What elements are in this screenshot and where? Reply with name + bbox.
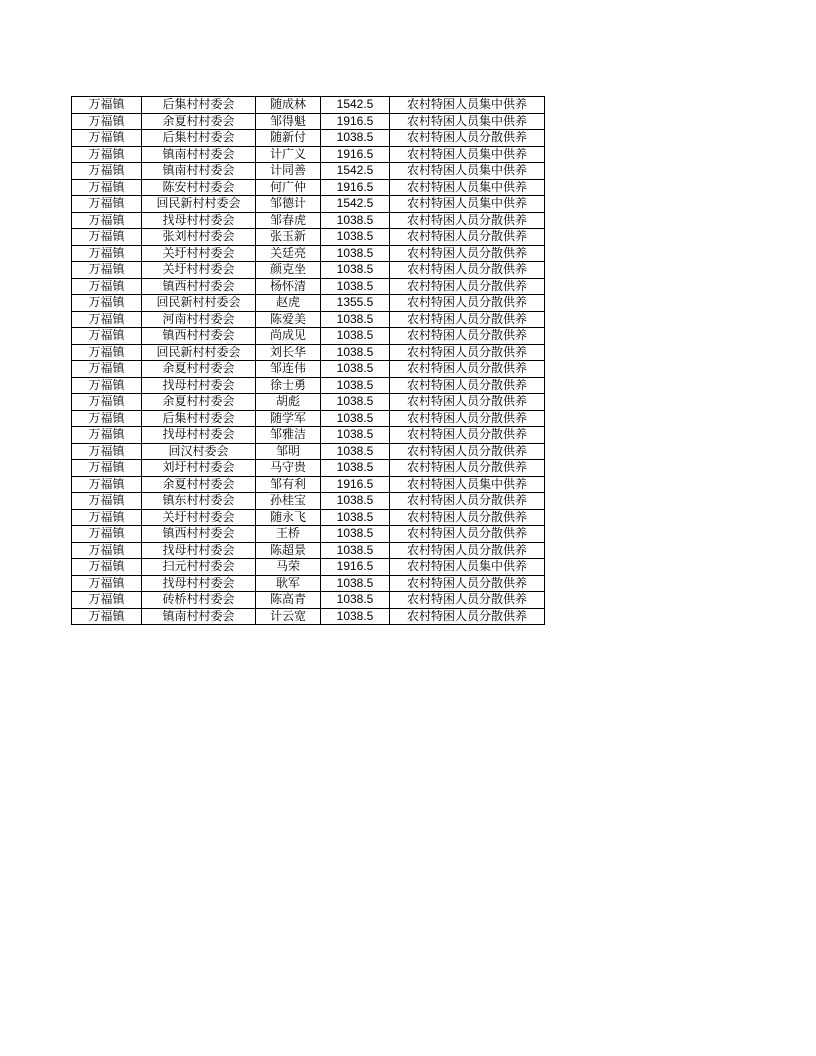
table-row bbox=[72, 427, 545, 444]
village-committee-cell: 刘圩村村委会 bbox=[142, 460, 256, 477]
amount-cell: 1038.5 bbox=[321, 427, 390, 444]
support-type-cell: 农村特困人员分散供养 bbox=[390, 328, 545, 345]
support-type-cell: 农村特困人员集中供养 bbox=[390, 146, 545, 163]
village-committee-cell: 河南村村委会 bbox=[142, 311, 256, 328]
town-cell: 万福镇 bbox=[72, 179, 142, 196]
support-type-cell: 农村特困人员分散供养 bbox=[390, 410, 545, 427]
support-type-cell: 农村特困人员集中供养 bbox=[390, 163, 545, 180]
support-type-cell: 农村特困人员集中供养 bbox=[390, 196, 545, 213]
support-type-cell: 农村特困人员分散供养 bbox=[390, 245, 545, 262]
person-name-cell: 计广义 bbox=[256, 146, 321, 163]
amount-cell: 1038.5 bbox=[321, 410, 390, 427]
table-row bbox=[72, 394, 545, 411]
village-committee-cell: 找母村村委会 bbox=[142, 575, 256, 592]
table-row bbox=[72, 526, 545, 543]
town-cell: 万福镇 bbox=[72, 608, 142, 625]
person-name-cell: 邹雅洁 bbox=[256, 427, 321, 444]
table-row bbox=[72, 361, 545, 378]
amount-cell: 1916.5 bbox=[321, 113, 390, 130]
table-row bbox=[72, 542, 545, 559]
person-name-cell: 随成林 bbox=[256, 97, 321, 114]
table-row bbox=[72, 377, 545, 394]
town-cell: 万福镇 bbox=[72, 212, 142, 229]
support-type-cell: 农村特困人员分散供养 bbox=[390, 130, 545, 147]
village-committee-cell: 陈安村村委会 bbox=[142, 179, 256, 196]
village-committee-cell: 张刘村村委会 bbox=[142, 229, 256, 246]
amount-cell: 1038.5 bbox=[321, 278, 390, 295]
table-row bbox=[72, 212, 545, 229]
table-row bbox=[72, 163, 545, 180]
town-cell: 万福镇 bbox=[72, 245, 142, 262]
person-name-cell: 颜克坐 bbox=[256, 262, 321, 279]
table-row bbox=[72, 229, 545, 246]
person-name-cell: 徐士勇 bbox=[256, 377, 321, 394]
amount-cell: 1038.5 bbox=[321, 262, 390, 279]
town-cell: 万福镇 bbox=[72, 146, 142, 163]
support-type-cell: 农村特困人员分散供养 bbox=[390, 278, 545, 295]
village-committee-cell: 扫元村村委会 bbox=[142, 559, 256, 576]
amount-cell: 1355.5 bbox=[321, 295, 390, 312]
support-type-cell: 农村特困人员分散供养 bbox=[390, 394, 545, 411]
amount-cell: 1038.5 bbox=[321, 460, 390, 477]
person-name-cell: 尚成见 bbox=[256, 328, 321, 345]
support-type-cell: 农村特困人员分散供养 bbox=[390, 509, 545, 526]
amount-cell: 1038.5 bbox=[321, 344, 390, 361]
town-cell: 万福镇 bbox=[72, 377, 142, 394]
amount-cell: 1038.5 bbox=[321, 526, 390, 543]
person-name-cell: 胡彪 bbox=[256, 394, 321, 411]
person-name-cell: 计同善 bbox=[256, 163, 321, 180]
support-type-cell: 农村特困人员集中供养 bbox=[390, 179, 545, 196]
village-committee-cell: 找母村村委会 bbox=[142, 377, 256, 394]
support-type-cell: 农村特困人员分散供养 bbox=[390, 311, 545, 328]
person-name-cell: 陈高青 bbox=[256, 592, 321, 609]
table-row bbox=[72, 509, 545, 526]
person-name-cell: 邹春虎 bbox=[256, 212, 321, 229]
table-row bbox=[72, 443, 545, 460]
village-committee-cell: 余夏村村委会 bbox=[142, 113, 256, 130]
support-type-cell: 农村特困人员分散供养 bbox=[390, 212, 545, 229]
person-name-cell: 王桥 bbox=[256, 526, 321, 543]
town-cell: 万福镇 bbox=[72, 163, 142, 180]
amount-cell: 1038.5 bbox=[321, 361, 390, 378]
amount-cell: 1038.5 bbox=[321, 608, 390, 625]
village-committee-cell: 镇南村村委会 bbox=[142, 163, 256, 180]
village-committee-cell: 镇南村村委会 bbox=[142, 608, 256, 625]
support-type-cell: 农村特困人员分散供养 bbox=[390, 427, 545, 444]
village-committee-cell: 后集村村委会 bbox=[142, 410, 256, 427]
support-type-cell: 农村特困人员分散供养 bbox=[390, 377, 545, 394]
support-type-cell: 农村特困人员分散供养 bbox=[390, 229, 545, 246]
town-cell: 万福镇 bbox=[72, 361, 142, 378]
town-cell: 万福镇 bbox=[72, 130, 142, 147]
town-cell: 万福镇 bbox=[72, 443, 142, 460]
town-cell: 万福镇 bbox=[72, 311, 142, 328]
person-name-cell: 赵虎 bbox=[256, 295, 321, 312]
support-type-cell: 农村特困人员分散供养 bbox=[390, 262, 545, 279]
table-row bbox=[72, 97, 545, 114]
village-committee-cell: 镇东村村委会 bbox=[142, 493, 256, 510]
amount-cell: 1038.5 bbox=[321, 542, 390, 559]
town-cell: 万福镇 bbox=[72, 542, 142, 559]
table-row bbox=[72, 559, 545, 576]
town-cell: 万福镇 bbox=[72, 278, 142, 295]
table-row bbox=[72, 196, 545, 213]
town-cell: 万福镇 bbox=[72, 229, 142, 246]
support-type-cell: 农村特困人员分散供养 bbox=[390, 542, 545, 559]
amount-cell: 1542.5 bbox=[321, 97, 390, 114]
town-cell: 万福镇 bbox=[72, 460, 142, 477]
village-committee-cell: 砖桥村村委会 bbox=[142, 592, 256, 609]
town-cell: 万福镇 bbox=[72, 476, 142, 493]
support-type-cell: 农村特困人员分散供养 bbox=[390, 443, 545, 460]
table-row bbox=[72, 575, 545, 592]
person-name-cell: 陈超景 bbox=[256, 542, 321, 559]
town-cell: 万福镇 bbox=[72, 592, 142, 609]
person-name-cell: 邹有利 bbox=[256, 476, 321, 493]
town-cell: 万福镇 bbox=[72, 97, 142, 114]
person-name-cell: 邹明 bbox=[256, 443, 321, 460]
village-committee-cell: 回汉村委会 bbox=[142, 443, 256, 460]
support-type-cell: 农村特困人员分散供养 bbox=[390, 575, 545, 592]
support-type-cell: 农村特困人员分散供养 bbox=[390, 493, 545, 510]
amount-cell: 1916.5 bbox=[321, 179, 390, 196]
table-row bbox=[72, 608, 545, 625]
table-row bbox=[72, 179, 545, 196]
data-table bbox=[71, 96, 545, 625]
village-committee-cell: 找母村村委会 bbox=[142, 212, 256, 229]
town-cell: 万福镇 bbox=[72, 526, 142, 543]
village-committee-cell: 关圩村村委会 bbox=[142, 509, 256, 526]
table-row bbox=[72, 328, 545, 345]
amount-cell: 1542.5 bbox=[321, 196, 390, 213]
village-committee-cell: 找母村村委会 bbox=[142, 542, 256, 559]
support-type-cell: 农村特困人员分散供养 bbox=[390, 361, 545, 378]
town-cell: 万福镇 bbox=[72, 196, 142, 213]
amount-cell: 1038.5 bbox=[321, 328, 390, 345]
table-row bbox=[72, 295, 545, 312]
town-cell: 万福镇 bbox=[72, 410, 142, 427]
village-committee-cell: 后集村村委会 bbox=[142, 97, 256, 114]
person-name-cell: 孙桂宝 bbox=[256, 493, 321, 510]
person-name-cell: 陈爱美 bbox=[256, 311, 321, 328]
amount-cell: 1038.5 bbox=[321, 377, 390, 394]
town-cell: 万福镇 bbox=[72, 295, 142, 312]
village-committee-cell: 余夏村村委会 bbox=[142, 361, 256, 378]
village-committee-cell: 余夏村村委会 bbox=[142, 394, 256, 411]
table-row bbox=[72, 476, 545, 493]
person-name-cell: 邹德计 bbox=[256, 196, 321, 213]
table-row bbox=[72, 493, 545, 510]
person-name-cell: 耿军 bbox=[256, 575, 321, 592]
person-name-cell: 马荣 bbox=[256, 559, 321, 576]
town-cell: 万福镇 bbox=[72, 427, 142, 444]
table-row bbox=[72, 592, 545, 609]
village-committee-cell: 关圩村村委会 bbox=[142, 245, 256, 262]
town-cell: 万福镇 bbox=[72, 509, 142, 526]
table-row bbox=[72, 278, 545, 295]
town-cell: 万福镇 bbox=[72, 328, 142, 345]
table-body bbox=[72, 97, 545, 625]
town-cell: 万福镇 bbox=[72, 394, 142, 411]
person-name-cell: 计云宽 bbox=[256, 608, 321, 625]
person-name-cell: 随学军 bbox=[256, 410, 321, 427]
village-committee-cell: 余夏村村委会 bbox=[142, 476, 256, 493]
town-cell: 万福镇 bbox=[72, 559, 142, 576]
amount-cell: 1916.5 bbox=[321, 559, 390, 576]
village-committee-cell: 镇南村村委会 bbox=[142, 146, 256, 163]
amount-cell: 1916.5 bbox=[321, 146, 390, 163]
amount-cell: 1038.5 bbox=[321, 592, 390, 609]
amount-cell: 1542.5 bbox=[321, 163, 390, 180]
amount-cell: 1038.5 bbox=[321, 443, 390, 460]
table-row bbox=[72, 245, 545, 262]
village-committee-cell: 镇西村村委会 bbox=[142, 278, 256, 295]
town-cell: 万福镇 bbox=[72, 113, 142, 130]
table-row bbox=[72, 262, 545, 279]
amount-cell: 1038.5 bbox=[321, 212, 390, 229]
town-cell: 万福镇 bbox=[72, 344, 142, 361]
table-row bbox=[72, 113, 545, 130]
village-committee-cell: 镇西村村委会 bbox=[142, 328, 256, 345]
village-committee-cell: 回民新村村委会 bbox=[142, 295, 256, 312]
support-type-cell: 农村特困人员集中供养 bbox=[390, 113, 545, 130]
amount-cell: 1038.5 bbox=[321, 509, 390, 526]
support-type-cell: 农村特困人员集中供养 bbox=[390, 476, 545, 493]
person-name-cell: 关廷亮 bbox=[256, 245, 321, 262]
village-committee-cell: 找母村村委会 bbox=[142, 427, 256, 444]
table-row bbox=[72, 146, 545, 163]
person-name-cell: 邹得魁 bbox=[256, 113, 321, 130]
town-cell: 万福镇 bbox=[72, 262, 142, 279]
village-committee-cell: 回民新村村委会 bbox=[142, 344, 256, 361]
support-type-cell: 农村特困人员分散供养 bbox=[390, 344, 545, 361]
village-committee-cell: 镇西村村委会 bbox=[142, 526, 256, 543]
town-cell: 万福镇 bbox=[72, 575, 142, 592]
town-cell: 万福镇 bbox=[72, 493, 142, 510]
person-name-cell: 张玉新 bbox=[256, 229, 321, 246]
person-name-cell: 马守贵 bbox=[256, 460, 321, 477]
amount-cell: 1038.5 bbox=[321, 311, 390, 328]
support-type-cell: 农村特困人员集中供养 bbox=[390, 97, 545, 114]
person-name-cell: 随永飞 bbox=[256, 509, 321, 526]
village-committee-cell: 后集村村委会 bbox=[142, 130, 256, 147]
table-row bbox=[72, 460, 545, 477]
table-row bbox=[72, 311, 545, 328]
amount-cell: 1038.5 bbox=[321, 229, 390, 246]
amount-cell: 1038.5 bbox=[321, 130, 390, 147]
amount-cell: 1916.5 bbox=[321, 476, 390, 493]
table-row bbox=[72, 410, 545, 427]
support-type-cell: 农村特困人员集中供养 bbox=[390, 559, 545, 576]
village-committee-cell: 关圩村村委会 bbox=[142, 262, 256, 279]
support-type-cell: 农村特困人员分散供养 bbox=[390, 592, 545, 609]
table-row bbox=[72, 344, 545, 361]
person-name-cell: 邹连伟 bbox=[256, 361, 321, 378]
person-name-cell: 刘长华 bbox=[256, 344, 321, 361]
support-type-cell: 农村特困人员分散供养 bbox=[390, 608, 545, 625]
village-committee-cell: 回民新村村委会 bbox=[142, 196, 256, 213]
support-type-cell: 农村特困人员分散供养 bbox=[390, 460, 545, 477]
amount-cell: 1038.5 bbox=[321, 493, 390, 510]
amount-cell: 1038.5 bbox=[321, 394, 390, 411]
amount-cell: 1038.5 bbox=[321, 245, 390, 262]
person-name-cell: 随新付 bbox=[256, 130, 321, 147]
person-name-cell: 杨怀清 bbox=[256, 278, 321, 295]
person-name-cell: 何广仲 bbox=[256, 179, 321, 196]
support-type-cell: 农村特困人员分散供养 bbox=[390, 295, 545, 312]
table-row bbox=[72, 130, 545, 147]
amount-cell: 1038.5 bbox=[321, 575, 390, 592]
support-type-cell: 农村特困人员分散供养 bbox=[390, 526, 545, 543]
